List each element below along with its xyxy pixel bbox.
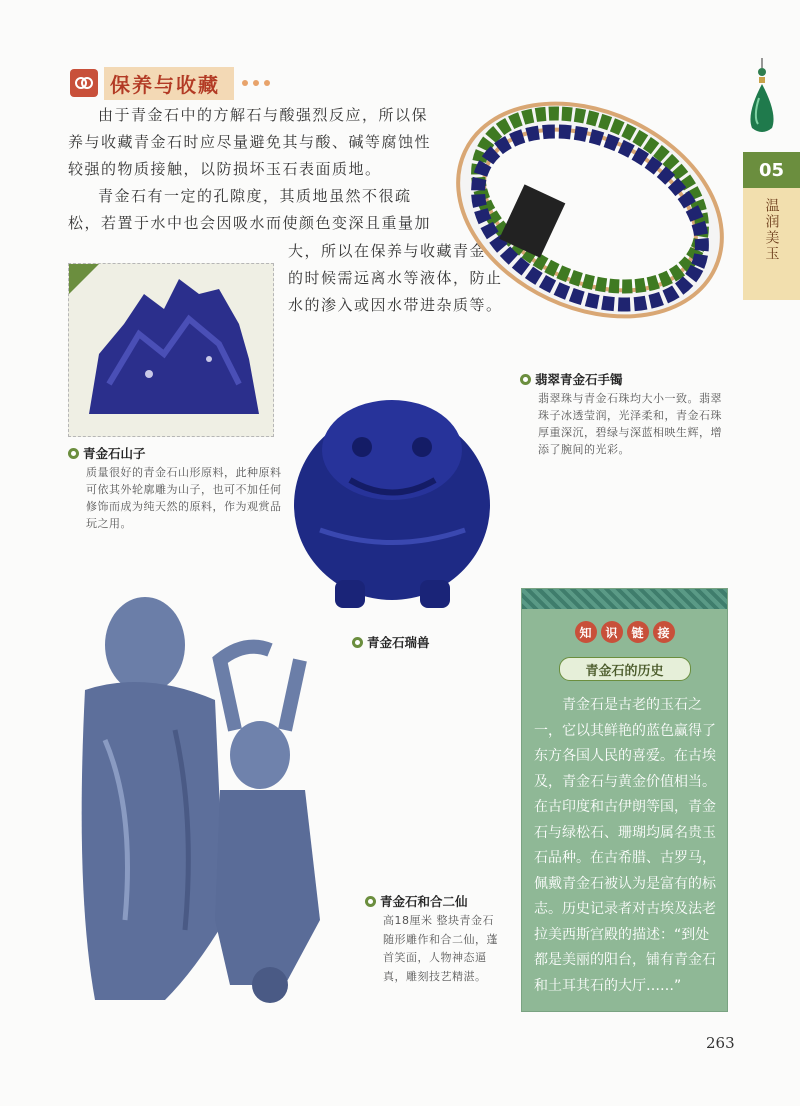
- knot-icon: [70, 69, 98, 97]
- chapter-title-text: 温润美玉: [763, 198, 780, 262]
- knowledge-label: [522, 621, 727, 643]
- caption-immortals-title: 青金石和合二仙: [380, 894, 468, 909]
- caption-mountain: [68, 444, 283, 532]
- caption-bracelet-text: 翡翠珠与青金石珠均大小一致。翡翠珠子冰透莹润，光泽柔和，青金石珠厚重深沉，碧绿与深蓝相映生辉，增添了腕间的光彩。: [538, 392, 722, 456]
- paragraph-care: 由于青金石中的方解石与酸强烈反应，所以保养与收藏青金石时应尽量避免其与酸、碱等腐蚀性较强的物质接触，以防损坏玉石表面质地。: [68, 106, 432, 178]
- paragraph-porosity-a: 青金石有一定的孔隙度，其质地虽然不很疏松，若置于水中也会因吸水而使颜色变深且重量加: [68, 187, 432, 232]
- knowledge-label-char: 链: [627, 621, 649, 643]
- bracelet-image: [450, 90, 730, 355]
- caption-immortals-text: 高18厘米 整块青金石随形雕作和合二仙，蓬首笑面，人物神态逼真，雕刻技艺精湛。: [383, 914, 498, 983]
- caption-bracelet: [520, 370, 730, 458]
- decorative-dots: [242, 80, 270, 86]
- page-number: 263: [706, 1034, 735, 1052]
- caption-bracelet-title: 翡翠青金石手镯: [535, 372, 623, 387]
- knowledge-label-char: 接: [653, 621, 675, 643]
- paragraph-porosity-b: 大，所以在保养与收藏青金石的时候需远离水等液体，防止水的渗入或因水带进杂质等。: [288, 242, 503, 314]
- knowledge-text: 青金石是古老的玉石之一，它以其鲜艳的蓝色赢得了东方各国人民的喜爱。在古埃及，青金石与黄金价值相当。在古印度和古伊朗等国，青金石与绿松石、珊瑚均属名贵玉石品种。在古希腊、古罗马，佩戴青金石被认为是富有的标志。历史记录者对古埃及法老拉美西斯宫殿的描述：“到处都是美丽的阳台，铺有青金石和土耳其石的大厅……”: [534, 697, 716, 994]
- caption-beast-title: 青金石瑞兽: [367, 635, 430, 650]
- bullet-icon: [520, 374, 531, 385]
- knowledge-box-border: [522, 589, 727, 609]
- chapter-title: [743, 188, 800, 300]
- jade-pendant-icon: [742, 58, 782, 138]
- knowledge-label-char: 识: [601, 621, 623, 643]
- caption-mountain-title: 青金石山子: [83, 446, 146, 461]
- caption-mountain-text: 质量很好的青金石山形原料，此种原料可依其外轮廓雕为山子，也可不加任何修饰而成为纯天然的原料，作为观赏品玩之用。: [86, 466, 282, 530]
- bullet-icon: [365, 896, 376, 907]
- knowledge-subtitle: 青金石的历史: [559, 657, 691, 681]
- lapis-mountain-image: [68, 263, 274, 437]
- caption-immortals: [365, 892, 505, 986]
- bullet-icon: [68, 448, 79, 459]
- lapis-beast-image: [290, 385, 495, 615]
- caption-beast: [352, 633, 430, 651]
- immortals-statue-image: [55, 590, 355, 1010]
- knowledge-box: [521, 588, 728, 1012]
- knowledge-label-char: 知: [575, 621, 597, 643]
- section-header: [70, 68, 270, 98]
- section-title: 保养与收藏: [104, 67, 234, 100]
- chapter-number: 05: [743, 152, 800, 188]
